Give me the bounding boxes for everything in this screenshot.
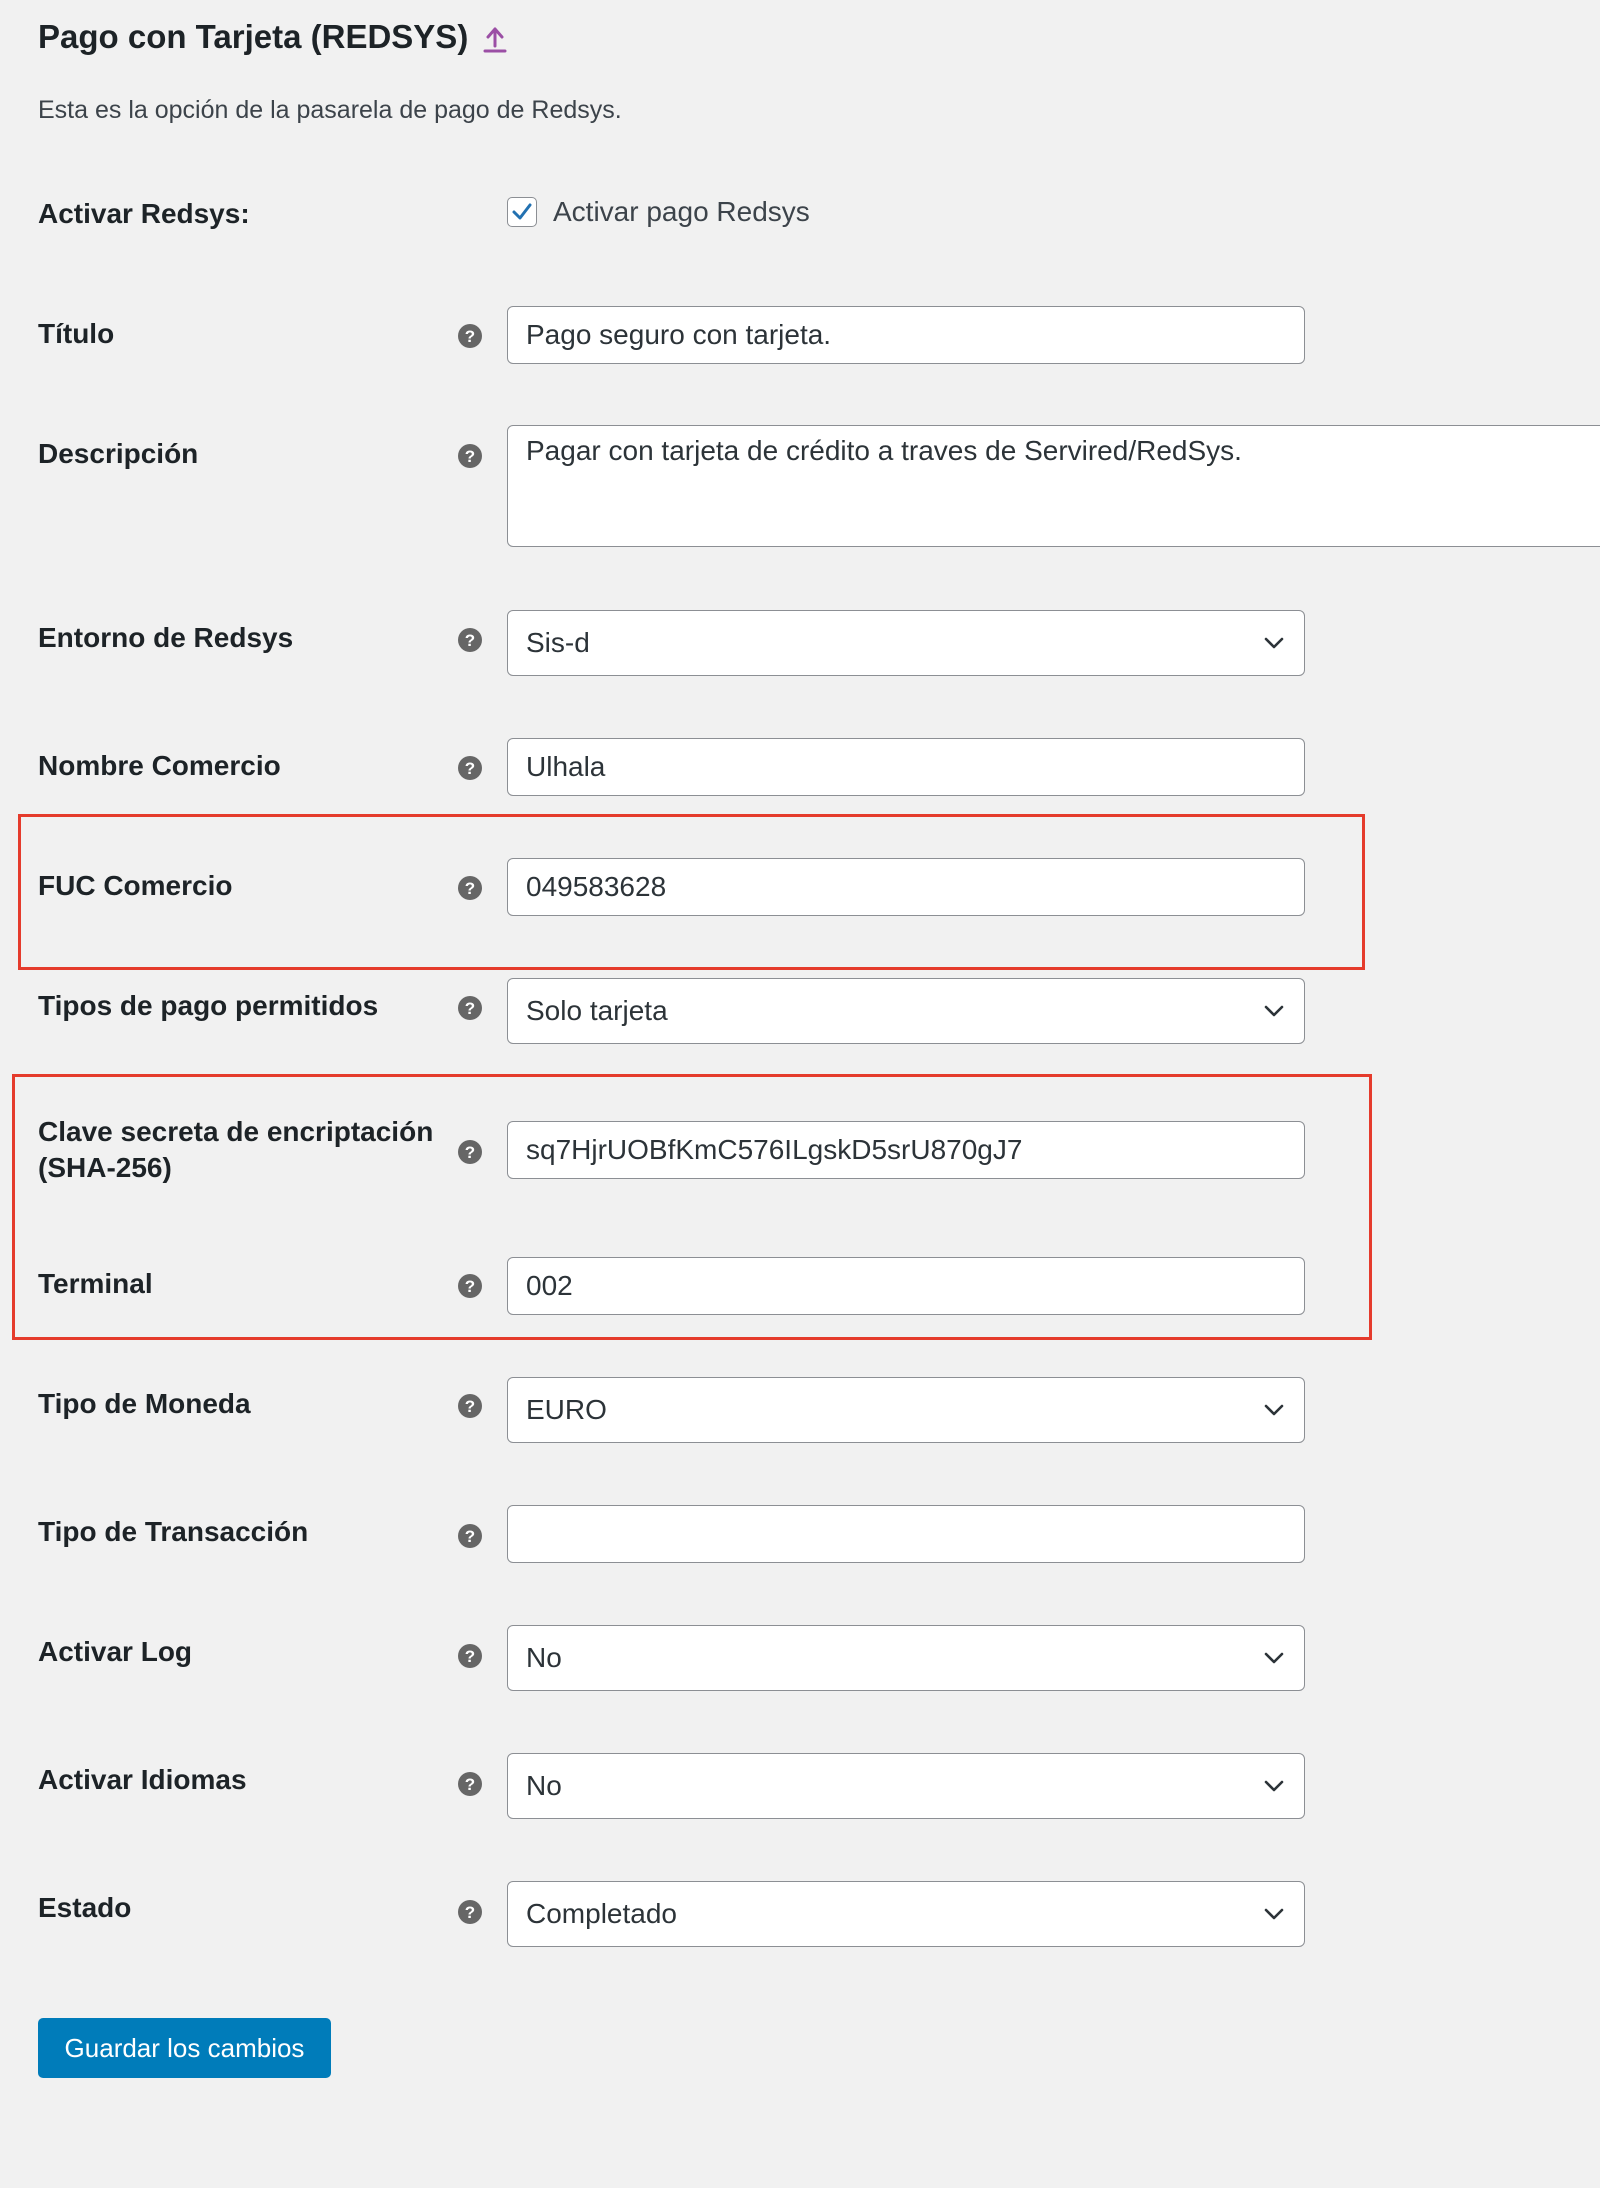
help-icon[interactable]: ? [458,1900,482,1924]
label-terminal: Terminal [38,1268,153,1299]
chevron-down-icon [1262,1398,1286,1422]
tipos-pago-select[interactable] [507,978,1305,1044]
activar-idiomas-select-value: No [526,1770,562,1801]
return-up-icon[interactable] [482,26,508,54]
help-icon[interactable]: ? [458,756,482,780]
help-icon[interactable]: ? [458,1772,482,1796]
clave-secreta-input[interactable]: sq7HjrUOBfKmC576ILgskD5srU870gJ7 [507,1121,1305,1179]
help-icon[interactable]: ? [458,444,482,468]
label-activar-idiomas: Activar Idiomas [38,1764,247,1795]
label-tipos-pago: Tipos de pago permitidos [38,990,379,1021]
help-icon[interactable]: ? [458,1644,482,1668]
tipos-pago-select-value: Solo tarjeta [526,995,668,1026]
help-icon[interactable]: ? [458,324,482,348]
help-icon[interactable]: ? [458,1274,482,1298]
label-entorno: Entorno de Redsys [38,622,294,653]
help-icon[interactable]: ? [458,1140,482,1164]
tipo-transaccion-input[interactable] [507,1505,1305,1563]
help-icon[interactable]: ? [458,996,482,1020]
terminal-input[interactable]: 002 [507,1257,1305,1315]
page-title-text: Pago con Tarjeta (REDSYS) [38,18,469,55]
help-icon[interactable]: ? [458,628,482,652]
nombre-comercio-input[interactable]: Ulhala [507,738,1305,796]
chevron-down-icon [1262,1774,1286,1798]
fuc-comercio-input[interactable]: 049583628 [507,858,1305,916]
label-descripcion: Descripción [38,438,199,469]
chevron-down-icon [1262,1902,1286,1926]
help-icon[interactable]: ? [458,1524,482,1548]
checkmark-icon [510,200,534,224]
label-fuc-comercio: FUC Comercio [38,870,233,901]
page-title [38,18,508,56]
activar-redsys-control[interactable] [507,196,810,228]
chevron-down-icon [1262,631,1286,655]
estado-select[interactable] [507,1881,1305,1947]
chevron-down-icon [1262,999,1286,1023]
activar-redsys-checkbox-label[interactable]: Activar pago Redsys [553,196,810,227]
label-clave-secreta-line1: Clave secreta de encriptación [38,1116,434,1147]
label-nombre-comercio: Nombre Comercio [38,750,281,781]
label-estado: Estado [38,1892,132,1923]
help-icon[interactable]: ? [458,1394,482,1418]
entorno-select[interactable] [507,610,1305,676]
estado-select-value: Completado [526,1898,677,1929]
label-activar-redsys: Activar Redsys: [38,198,250,229]
activar-redsys-checkbox[interactable] [507,197,537,227]
activar-log-select[interactable] [507,1625,1305,1691]
entorno-select-value: Sis-d [526,627,590,658]
activar-log-select-value: No [526,1642,562,1673]
help-icon[interactable]: ? [458,876,482,900]
descripcion-textarea[interactable]: Pagar con tarjeta de crédito a traves de Servired/RedSys. [507,425,1600,547]
label-clave-secreta [38,1114,433,1186]
label-tipo-transaccion: Tipo de Transacción [38,1516,309,1547]
save-button[interactable]: Guardar los cambios [38,2018,331,2078]
chevron-down-icon [1262,1646,1286,1670]
label-tipo-moneda: Tipo de Moneda [38,1388,251,1419]
label-titulo: Título [38,318,115,349]
gateway-description: Esta es la opción de la pasarela de pago de Redsys. [38,96,622,124]
label-activar-log: Activar Log [38,1636,193,1667]
tipo-moneda-select-value: EURO [526,1394,607,1425]
label-clave-secreta-line2: (SHA-256) [38,1152,172,1183]
activar-idiomas-select[interactable] [507,1753,1305,1819]
titulo-input[interactable]: Pago seguro con tarjeta. [507,306,1305,364]
tipo-moneda-select[interactable] [507,1377,1305,1443]
